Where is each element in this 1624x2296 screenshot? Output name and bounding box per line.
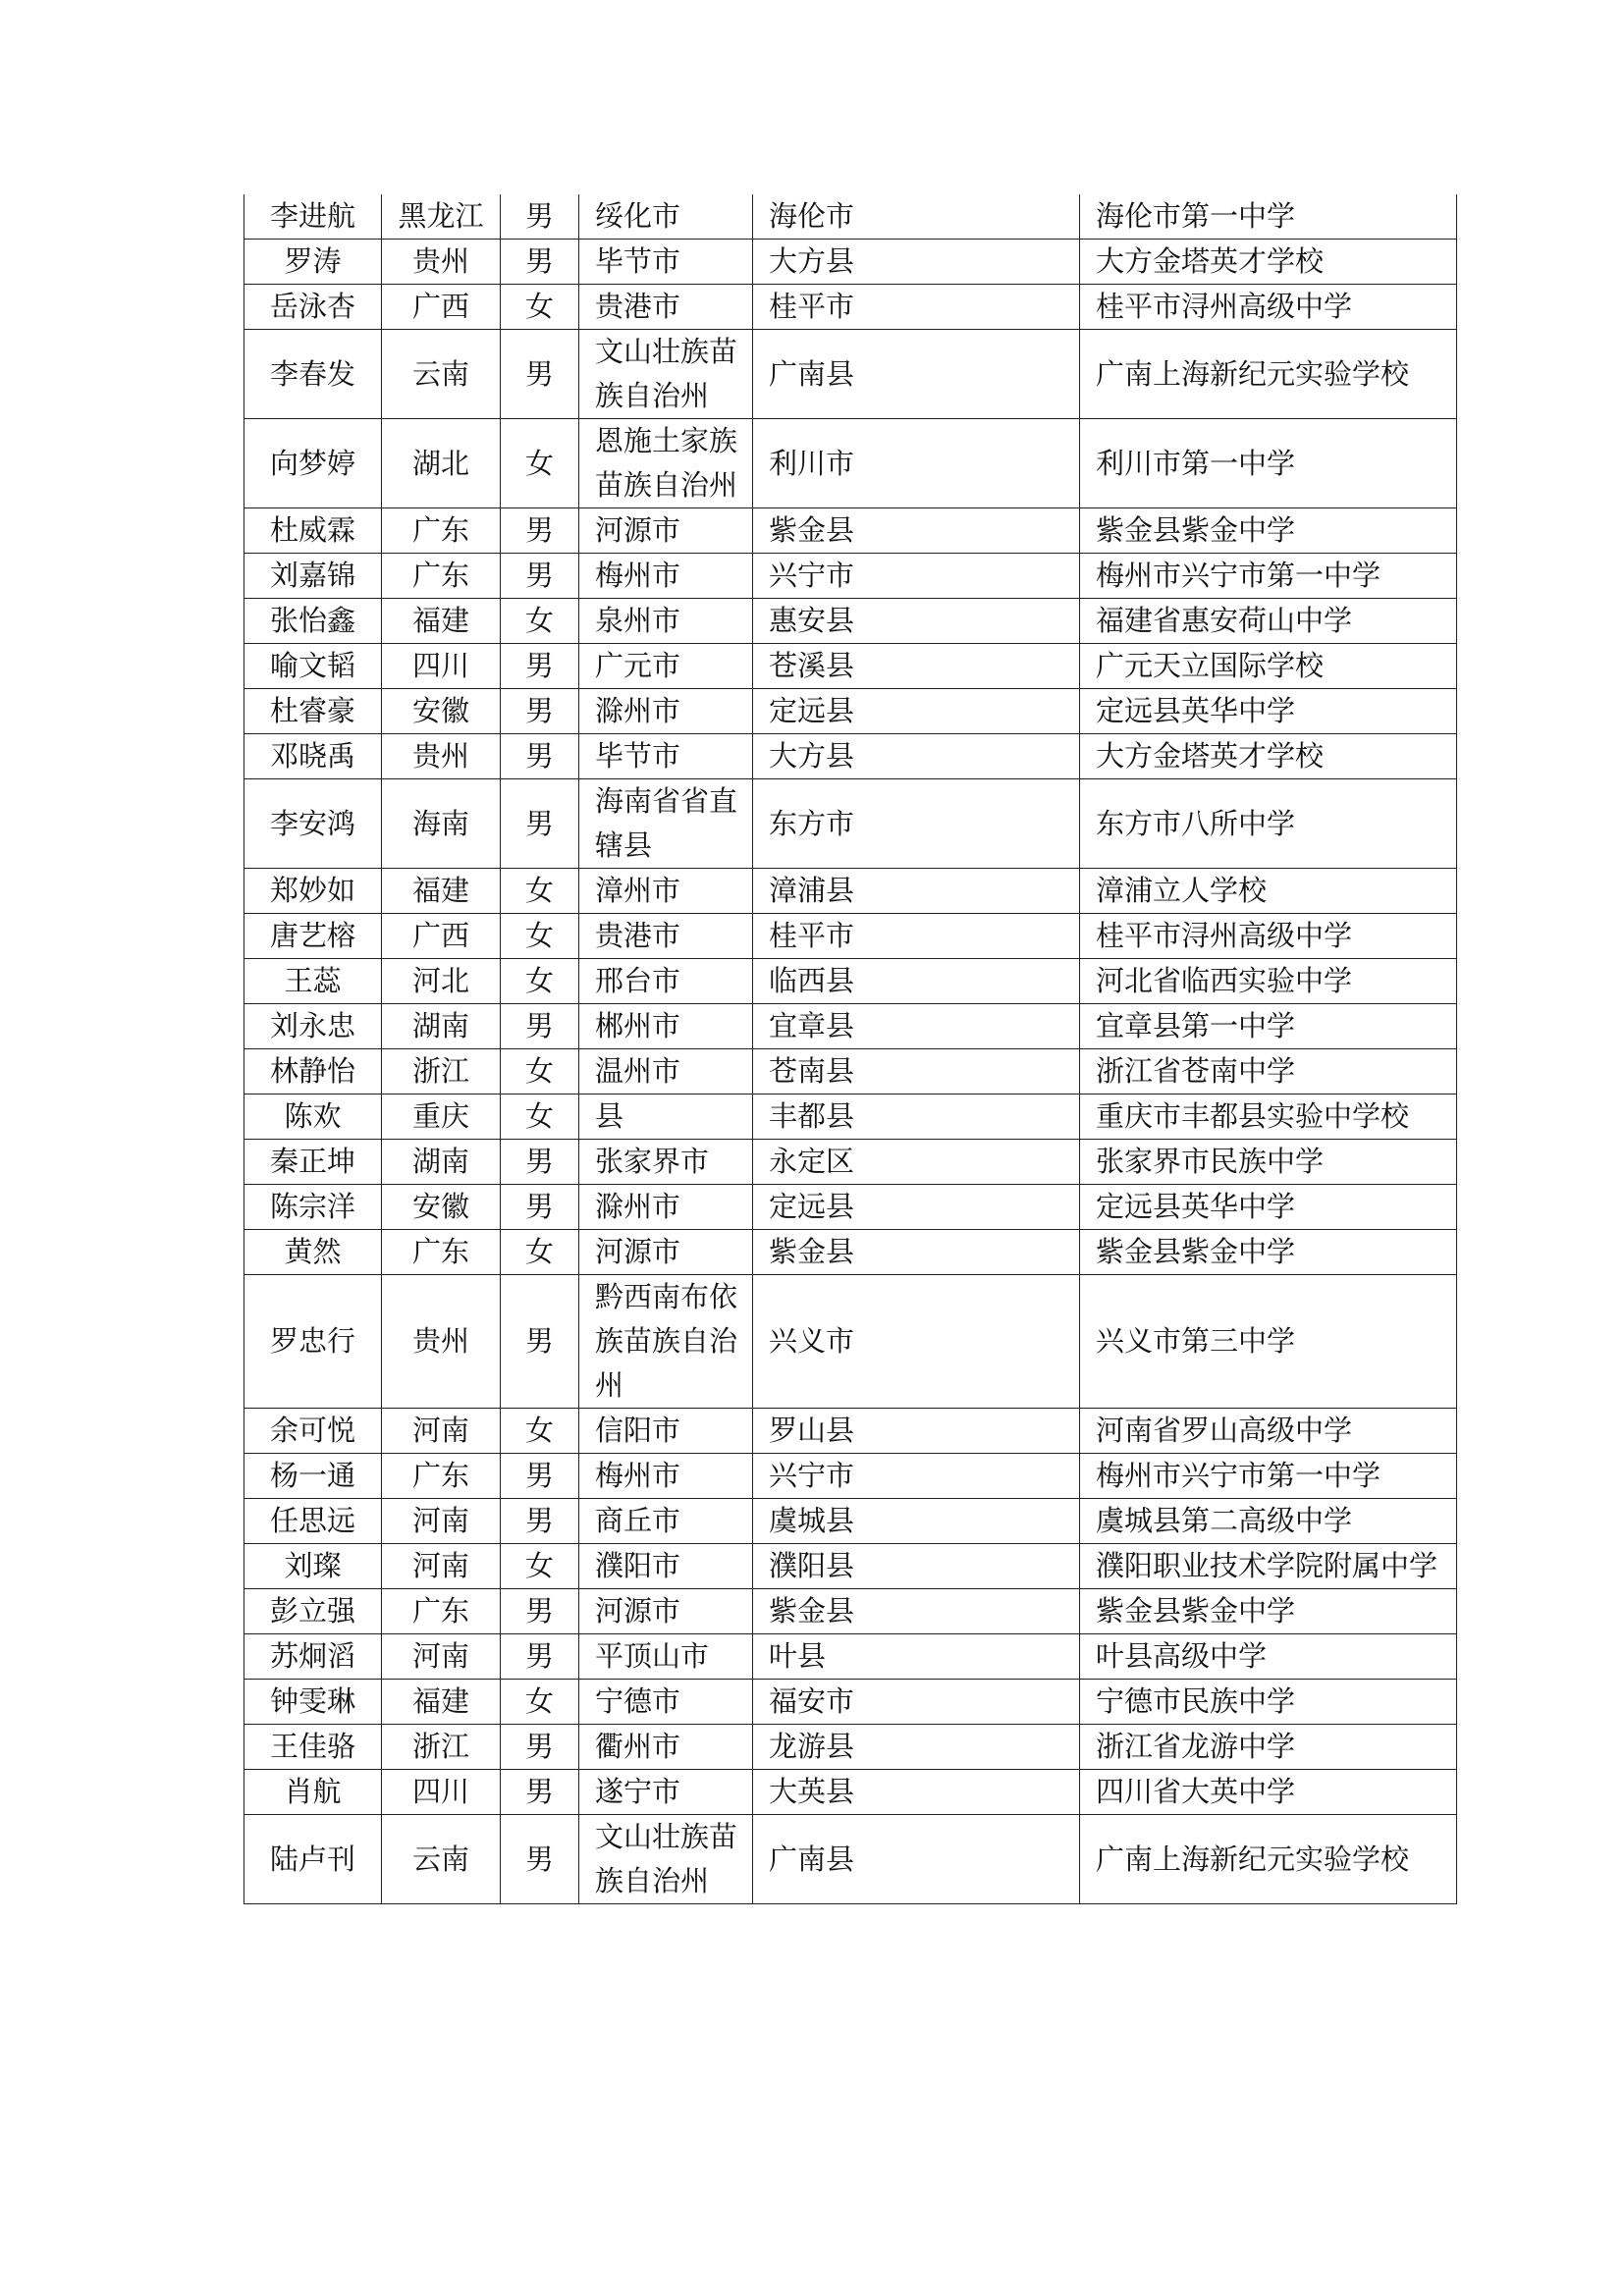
gender-cell: 女	[501, 1230, 579, 1275]
province-cell: 贵州	[382, 734, 501, 779]
gender-cell: 男	[501, 1454, 579, 1499]
city-cell: 信阳市	[579, 1409, 753, 1454]
school-cell: 四川省大英中学	[1080, 1770, 1457, 1815]
city-cell: 黔西南布依族苗族自治州	[579, 1275, 753, 1409]
school-cell: 张家界市民族中学	[1080, 1140, 1457, 1185]
city-cell: 邢台市	[579, 959, 753, 1004]
table-row	[244, 1725, 1457, 1770]
city-cell: 河源市	[579, 1589, 753, 1634]
province-cell: 河北	[382, 959, 501, 1004]
student-name-cell: 陈宗洋	[244, 1185, 382, 1230]
school-cell: 紫金县紫金中学	[1080, 1230, 1457, 1275]
student-name-cell: 张怡鑫	[244, 599, 382, 644]
student-name-cell: 刘嘉锦	[244, 554, 382, 599]
table-row	[244, 194, 1457, 240]
table-row	[244, 508, 1457, 554]
county-cell: 临西县	[753, 959, 1080, 1004]
city-cell: 绥化市	[579, 194, 753, 240]
province-cell: 湖北	[382, 419, 501, 508]
table-row	[244, 1049, 1457, 1095]
city-cell: 文山壮族苗族自治州	[579, 1815, 753, 1904]
county-cell: 兴义市	[753, 1275, 1080, 1409]
table-row	[244, 1275, 1457, 1409]
city-cell: 平顶山市	[579, 1634, 753, 1680]
county-cell: 紫金县	[753, 508, 1080, 554]
gender-cell: 男	[501, 508, 579, 554]
school-cell: 濮阳职业技术学院附属中学	[1080, 1544, 1457, 1589]
table-row	[244, 599, 1457, 644]
gender-cell: 男	[501, 734, 579, 779]
table-row	[244, 419, 1457, 508]
gender-cell: 男	[501, 1634, 579, 1680]
county-cell: 苍南县	[753, 1049, 1080, 1095]
province-cell: 福建	[382, 1680, 501, 1725]
county-cell: 罗山县	[753, 1409, 1080, 1454]
city-cell: 滁州市	[579, 1185, 753, 1230]
gender-cell: 女	[501, 959, 579, 1004]
student-name-cell: 任思远	[244, 1499, 382, 1544]
school-cell: 广南上海新纪元实验学校	[1080, 330, 1457, 419]
table-row	[244, 869, 1457, 914]
gender-cell: 女	[501, 1409, 579, 1454]
province-cell: 浙江	[382, 1049, 501, 1095]
province-cell: 重庆	[382, 1095, 501, 1140]
province-cell: 海南	[382, 779, 501, 869]
student-name-cell: 余可悦	[244, 1409, 382, 1454]
county-cell: 东方市	[753, 779, 1080, 869]
student-name-cell: 李安鸿	[244, 779, 382, 869]
county-cell: 叶县	[753, 1634, 1080, 1680]
county-cell: 利川市	[753, 419, 1080, 508]
table-row	[244, 240, 1457, 285]
county-cell: 濮阳县	[753, 1544, 1080, 1589]
province-cell: 黑龙江	[382, 194, 501, 240]
school-cell: 宁德市民族中学	[1080, 1680, 1457, 1725]
table-row	[244, 1634, 1457, 1680]
gender-cell: 男	[501, 1499, 579, 1544]
city-cell: 贵港市	[579, 285, 753, 330]
school-cell: 广南上海新纪元实验学校	[1080, 1815, 1457, 1904]
student-name-cell: 钟雯琳	[244, 1680, 382, 1725]
student-name-cell: 杜威霖	[244, 508, 382, 554]
gender-cell: 男	[501, 1725, 579, 1770]
table-row	[244, 734, 1457, 779]
city-cell: 郴州市	[579, 1004, 753, 1049]
province-cell: 河南	[382, 1544, 501, 1589]
county-cell: 龙游县	[753, 1725, 1080, 1770]
county-cell: 定远县	[753, 1185, 1080, 1230]
table-row	[244, 1589, 1457, 1634]
gender-cell: 男	[501, 1815, 579, 1904]
student-name-cell: 罗涛	[244, 240, 382, 285]
gender-cell: 男	[501, 644, 579, 689]
table-row	[244, 1680, 1457, 1725]
city-cell: 海南省省直辖县	[579, 779, 753, 869]
gender-cell: 男	[501, 1589, 579, 1634]
school-cell: 桂平市浔州高级中学	[1080, 914, 1457, 959]
student-name-cell: 王佳骆	[244, 1725, 382, 1770]
school-cell: 叶县高级中学	[1080, 1634, 1457, 1680]
city-cell: 县	[579, 1095, 753, 1140]
county-cell: 大方县	[753, 734, 1080, 779]
province-cell: 广东	[382, 508, 501, 554]
county-cell: 兴宁市	[753, 554, 1080, 599]
table-row	[244, 689, 1457, 734]
county-cell: 广南县	[753, 330, 1080, 419]
school-cell: 桂平市浔州高级中学	[1080, 285, 1457, 330]
province-cell: 安徽	[382, 1185, 501, 1230]
gender-cell: 男	[501, 194, 579, 240]
city-cell: 漳州市	[579, 869, 753, 914]
county-cell: 福安市	[753, 1680, 1080, 1725]
table-row	[244, 1544, 1457, 1589]
school-cell: 梅州市兴宁市第一中学	[1080, 1454, 1457, 1499]
city-cell: 文山壮族苗族自治州	[579, 330, 753, 419]
table-row	[244, 1454, 1457, 1499]
table-row	[244, 644, 1457, 689]
city-cell: 河源市	[579, 508, 753, 554]
city-cell: 恩施土家族苗族自治州	[579, 419, 753, 508]
table-row	[244, 959, 1457, 1004]
city-cell: 河源市	[579, 1230, 753, 1275]
student-name-cell: 陈欢	[244, 1095, 382, 1140]
province-cell: 河南	[382, 1634, 501, 1680]
school-cell: 紫金县紫金中学	[1080, 508, 1457, 554]
county-cell: 桂平市	[753, 285, 1080, 330]
province-cell: 安徽	[382, 689, 501, 734]
province-cell: 广西	[382, 285, 501, 330]
city-cell: 毕节市	[579, 240, 753, 285]
gender-cell: 男	[501, 779, 579, 869]
city-cell: 温州市	[579, 1049, 753, 1095]
table-row	[244, 1230, 1457, 1275]
table-row	[244, 1770, 1457, 1815]
county-cell: 桂平市	[753, 914, 1080, 959]
gender-cell: 男	[501, 554, 579, 599]
gender-cell: 男	[501, 240, 579, 285]
table-row	[244, 1004, 1457, 1049]
county-cell: 定远县	[753, 689, 1080, 734]
province-cell: 福建	[382, 599, 501, 644]
county-cell: 大英县	[753, 1770, 1080, 1815]
table-row	[244, 914, 1457, 959]
table-row	[244, 1815, 1457, 1904]
school-cell: 利川市第一中学	[1080, 419, 1457, 508]
province-cell: 四川	[382, 644, 501, 689]
table-row	[244, 1140, 1457, 1185]
school-cell: 紫金县紫金中学	[1080, 1589, 1457, 1634]
province-cell: 广东	[382, 1589, 501, 1634]
student-name-cell: 岳泳杏	[244, 285, 382, 330]
county-cell: 紫金县	[753, 1589, 1080, 1634]
city-cell: 衢州市	[579, 1725, 753, 1770]
school-cell: 梅州市兴宁市第一中学	[1080, 554, 1457, 599]
city-cell: 毕节市	[579, 734, 753, 779]
student-name-cell: 陆卢刊	[244, 1815, 382, 1904]
table-row	[244, 1409, 1457, 1454]
county-cell: 海伦市	[753, 194, 1080, 240]
student-name-cell: 罗忠行	[244, 1275, 382, 1409]
school-cell: 广元天立国际学校	[1080, 644, 1457, 689]
province-cell: 云南	[382, 330, 501, 419]
student-name-cell: 杨一通	[244, 1454, 382, 1499]
province-cell: 湖南	[382, 1004, 501, 1049]
province-cell: 广东	[382, 1230, 501, 1275]
student-name-cell: 李春发	[244, 330, 382, 419]
table-row	[244, 779, 1457, 869]
county-cell: 苍溪县	[753, 644, 1080, 689]
school-cell: 兴义市第三中学	[1080, 1275, 1457, 1409]
student-name-cell: 李进航	[244, 194, 382, 240]
student-name-cell: 秦正坤	[244, 1140, 382, 1185]
county-cell: 漳浦县	[753, 869, 1080, 914]
student-name-cell: 郑妙如	[244, 869, 382, 914]
gender-cell: 女	[501, 285, 579, 330]
student-name-cell: 喻文韬	[244, 644, 382, 689]
province-cell: 福建	[382, 869, 501, 914]
city-cell: 商丘市	[579, 1499, 753, 1544]
gender-cell: 男	[501, 1140, 579, 1185]
city-cell: 濮阳市	[579, 1544, 753, 1589]
student-list-table	[244, 194, 1457, 1904]
gender-cell: 女	[501, 1680, 579, 1725]
county-cell: 紫金县	[753, 1230, 1080, 1275]
city-cell: 张家界市	[579, 1140, 753, 1185]
table-row	[244, 285, 1457, 330]
gender-cell: 女	[501, 599, 579, 644]
student-name-cell: 王蕊	[244, 959, 382, 1004]
gender-cell: 女	[501, 419, 579, 508]
gender-cell: 女	[501, 914, 579, 959]
student-name-cell: 苏炯滔	[244, 1634, 382, 1680]
school-cell: 浙江省苍南中学	[1080, 1049, 1457, 1095]
province-cell: 贵州	[382, 240, 501, 285]
province-cell: 广东	[382, 1454, 501, 1499]
table-body	[244, 194, 1457, 1904]
city-cell: 梅州市	[579, 554, 753, 599]
school-cell: 东方市八所中学	[1080, 779, 1457, 869]
table-row	[244, 1185, 1457, 1230]
school-cell: 海伦市第一中学	[1080, 194, 1457, 240]
student-name-cell: 刘永忠	[244, 1004, 382, 1049]
student-name-cell: 肖航	[244, 1770, 382, 1815]
school-cell: 大方金塔英才学校	[1080, 734, 1457, 779]
gender-cell: 男	[501, 1770, 579, 1815]
province-cell: 河南	[382, 1409, 501, 1454]
gender-cell: 女	[501, 869, 579, 914]
school-cell: 大方金塔英才学校	[1080, 240, 1457, 285]
school-cell: 漳浦立人学校	[1080, 869, 1457, 914]
school-cell: 重庆市丰都县实验中学校	[1080, 1095, 1457, 1140]
county-cell: 宜章县	[753, 1004, 1080, 1049]
county-cell: 兴宁市	[753, 1454, 1080, 1499]
city-cell: 梅州市	[579, 1454, 753, 1499]
student-name-cell: 黄然	[244, 1230, 382, 1275]
city-cell: 泉州市	[579, 599, 753, 644]
table-row	[244, 1499, 1457, 1544]
student-name-cell: 刘璨	[244, 1544, 382, 1589]
student-name-cell: 向梦婷	[244, 419, 382, 508]
county-cell: 广南县	[753, 1815, 1080, 1904]
school-cell: 浙江省龙游中学	[1080, 1725, 1457, 1770]
city-cell: 遂宁市	[579, 1770, 753, 1815]
county-cell: 大方县	[753, 240, 1080, 285]
school-cell: 河北省临西实验中学	[1080, 959, 1457, 1004]
student-name-cell: 林静怡	[244, 1049, 382, 1095]
table-row	[244, 330, 1457, 419]
gender-cell: 男	[501, 1004, 579, 1049]
gender-cell: 女	[501, 1095, 579, 1140]
student-name-cell: 彭立强	[244, 1589, 382, 1634]
school-cell: 宜章县第一中学	[1080, 1004, 1457, 1049]
gender-cell: 男	[501, 1185, 579, 1230]
county-cell: 丰都县	[753, 1095, 1080, 1140]
province-cell: 广东	[382, 554, 501, 599]
table-row	[244, 1095, 1457, 1140]
county-cell: 永定区	[753, 1140, 1080, 1185]
gender-cell: 男	[501, 1275, 579, 1409]
province-cell: 河南	[382, 1499, 501, 1544]
table-row	[244, 554, 1457, 599]
province-cell: 湖南	[382, 1140, 501, 1185]
student-name-cell: 杜睿豪	[244, 689, 382, 734]
city-cell: 贵港市	[579, 914, 753, 959]
gender-cell: 女	[501, 1049, 579, 1095]
school-cell: 河南省罗山高级中学	[1080, 1409, 1457, 1454]
gender-cell: 男	[501, 689, 579, 734]
province-cell: 四川	[382, 1770, 501, 1815]
province-cell: 云南	[382, 1815, 501, 1904]
student-name-cell: 邓晓禹	[244, 734, 382, 779]
province-cell: 浙江	[382, 1725, 501, 1770]
gender-cell: 男	[501, 330, 579, 419]
student-name-cell: 唐艺榕	[244, 914, 382, 959]
city-cell: 广元市	[579, 644, 753, 689]
school-cell: 定远县英华中学	[1080, 1185, 1457, 1230]
province-cell: 贵州	[382, 1275, 501, 1409]
school-cell: 定远县英华中学	[1080, 689, 1457, 734]
county-cell: 虞城县	[753, 1499, 1080, 1544]
gender-cell: 女	[501, 1544, 579, 1589]
school-cell: 虞城县第二高级中学	[1080, 1499, 1457, 1544]
county-cell: 惠安县	[753, 599, 1080, 644]
city-cell: 滁州市	[579, 689, 753, 734]
province-cell: 广西	[382, 914, 501, 959]
school-cell: 福建省惠安荷山中学	[1080, 599, 1457, 644]
city-cell: 宁德市	[579, 1680, 753, 1725]
